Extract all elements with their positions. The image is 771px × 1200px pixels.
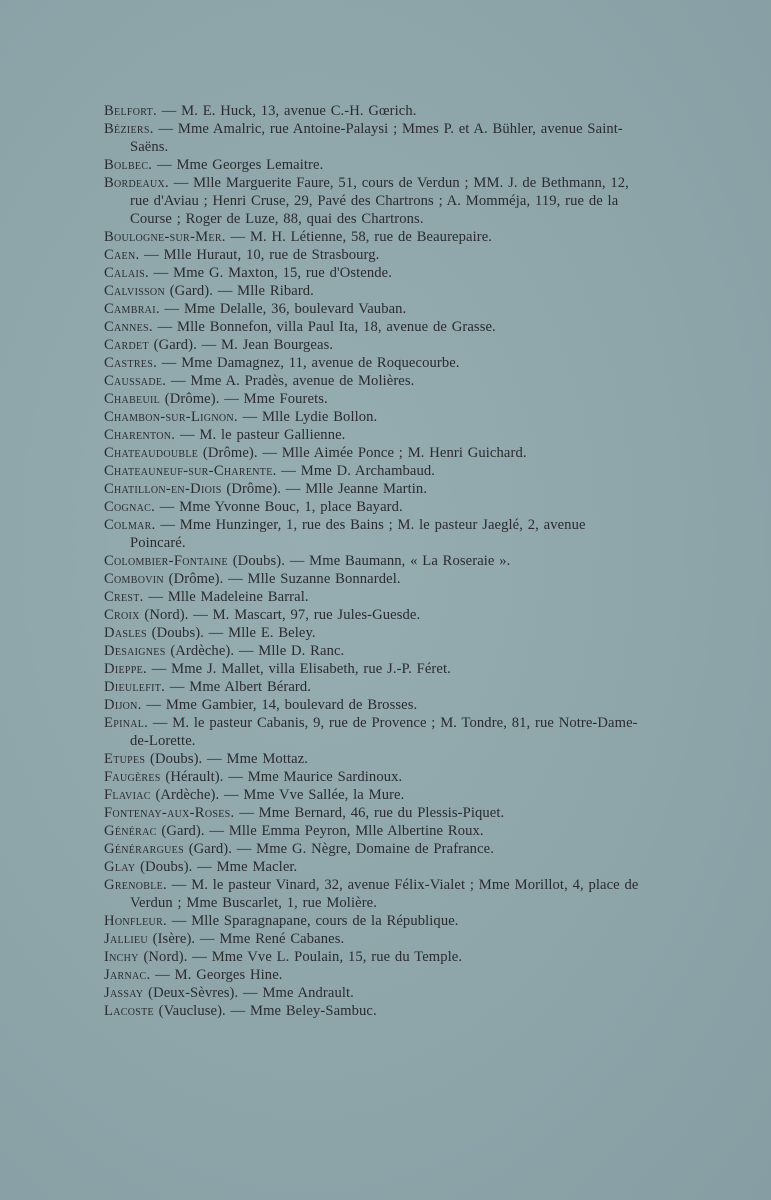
entry-details: — Mme Georges Lemaitre. [152, 157, 324, 173]
place-name: Caen. [104, 247, 140, 263]
entry-details: — Mlle Madeleine Barral. [143, 589, 309, 605]
place-name: Caussade. [104, 373, 167, 389]
entry-details: — M. E. Huck, 13, avenue C.-H. Gœrich. [156, 103, 417, 119]
entry-details: — Mlle Lydie Bollon. [237, 409, 378, 425]
entry-details: — Mlle Sparagnapane, cours de la République. [167, 913, 459, 929]
entry-details: (Deux-Sèvres). — Mme Andrault. [143, 985, 354, 1001]
entry-details: (Gard). — M. Jean Bourgeas. [148, 337, 334, 353]
place-name: Honfleur. [104, 913, 168, 929]
entry-details: (Drôme). — Mlle Suzanne Bonnardel. [163, 571, 401, 587]
entry-details: (Hérault). — Mme Maurice Sardinoux. [160, 769, 403, 785]
directory-entry [104, 714, 639, 750]
entry-details: — Mme G. Maxton, 15, rue d'Ostende. [148, 265, 392, 281]
entry-details: — Mme A. Pradès, avenue de Molières. [166, 373, 415, 389]
entry-details: (Doubs). — Mme Baumann, « La Roseraie ». [227, 553, 511, 569]
directory-entry [104, 930, 639, 948]
place-name: Dieppe. [104, 661, 147, 677]
place-name: Crest. [104, 589, 144, 605]
directory-entry [104, 570, 639, 588]
directory-entry [104, 678, 639, 696]
place-name: Inchy [104, 949, 139, 965]
directory-entry [104, 102, 639, 120]
directory-entry [104, 588, 639, 606]
entry-details: — Mlle Bonnefon, villa Paul Ita, 18, avenue de Grasse. [152, 319, 496, 335]
entry-details: — M. H. Létienne, 58, rue de Beaurepaire. [225, 229, 493, 245]
entry-details: (Doubs). — Mme Macler. [135, 859, 298, 875]
directory-entry [104, 876, 639, 912]
directory-list [104, 102, 639, 1020]
directory-entry [104, 696, 639, 714]
entry-details: (Doubs). — Mme Mottaz. [145, 751, 309, 767]
place-name: Générac [104, 823, 157, 839]
place-name: Béziers. [104, 121, 154, 137]
directory-entry [104, 282, 639, 300]
place-name: Dasles [104, 625, 147, 641]
entry-details: — M. le pasteur Cabanis, 9, rue de Provence ; M. Tondre, 81, rue Notre-Dame-de-Lorette. [130, 715, 638, 749]
directory-entry [104, 408, 639, 426]
place-name: Chatillon-en-Diois [104, 481, 222, 497]
directory-entry [104, 840, 639, 858]
place-name: Chateauneuf-sur-Charente. [104, 463, 277, 479]
place-name: Cognac. [104, 499, 156, 515]
place-name: Colombier-Fontaine [104, 553, 228, 569]
directory-entry [104, 948, 639, 966]
place-name: Faugères [104, 769, 161, 785]
entry-details: (Gard). — Mme G. Nègre, Domaine de Prafrance. [183, 841, 494, 857]
directory-entry [104, 552, 639, 570]
place-name: Croix [104, 607, 140, 623]
directory-entry [104, 858, 639, 876]
place-name: Epinal. [104, 715, 149, 731]
directory-entry [104, 804, 639, 822]
place-name: Chambon-sur-Lignon. [104, 409, 238, 425]
place-name: Dieulefit. [104, 679, 166, 695]
directory-entry [104, 318, 639, 336]
place-name: Bolbec. [104, 157, 153, 173]
place-name: Calais. [104, 265, 149, 281]
directory-entry [104, 1002, 639, 1020]
place-name: Flaviac [104, 787, 151, 803]
entry-details: — Mme Yvonne Bouc, 1, place Bayard. [155, 499, 403, 515]
entry-details: — Mme Hunzinger, 1, rue des Bains ; M. le pasteur Jaeglé, 2, avenue Poincaré. [130, 517, 586, 551]
entry-details: — Mme J. Mallet, villa Elisabeth, rue J.-P. Féret. [146, 661, 451, 677]
directory-entry [104, 426, 639, 444]
directory-entry [104, 156, 639, 174]
place-name: Fontenay-aux-Roses. [104, 805, 235, 821]
place-name: Castres. [104, 355, 158, 371]
entry-details: — M. Georges Hine. [150, 967, 283, 983]
directory-entry [104, 264, 639, 282]
place-name: Grenoble. [104, 877, 167, 893]
directory-entry [104, 750, 639, 768]
entry-details: (Nord). — Mme Vve L. Poulain, 15, rue du Temple. [138, 949, 463, 965]
entry-details: — M. le pasteur Vinard, 32, avenue Félix-Vialet ; Mme Morillot, 4, place de Verdun ; Mme Buscarlet, 1, rue Molière. [130, 877, 639, 911]
entry-details: — Mme Bernard, 46, rue du Plessis-Piquet. [234, 805, 505, 821]
directory-entry [104, 660, 639, 678]
directory-entry [104, 372, 639, 390]
entry-details: (Drôme). — Mme Fourets. [160, 391, 328, 407]
entry-details: (Isère). — Mme René Cabanes. [147, 931, 345, 947]
place-name: Combovin [104, 571, 164, 587]
place-name: Glay [104, 859, 136, 875]
directory-entry [104, 984, 639, 1002]
place-name: Jarnac. [104, 967, 151, 983]
directory-entry [104, 354, 639, 372]
place-name: Générargues [104, 841, 184, 857]
directory-entry [104, 516, 639, 552]
entry-details: — Mme D. Archambaud. [276, 463, 436, 479]
place-name: Chateaudouble [104, 445, 199, 461]
entry-details: — Mlle Huraut, 10, rue de Strasbourg. [139, 247, 380, 263]
place-name: Cardet [104, 337, 149, 353]
entry-details: — Mme Damagnez, 11, avenue de Roquecourbe. [157, 355, 460, 371]
place-name: Desaignes [104, 643, 166, 659]
entry-details: (Nord). — M. Mascart, 97, rue Jules-Guesde. [139, 607, 421, 623]
place-name: Jallieu [104, 931, 148, 947]
directory-entry [104, 336, 639, 354]
place-name: Lacoste [104, 1003, 154, 1019]
place-name: Dijon. [104, 697, 142, 713]
directory-entry [104, 120, 639, 156]
place-name: Charenton. [104, 427, 176, 443]
place-name: Jassay [104, 985, 144, 1001]
entry-details: — Mlle Marguerite Faure, 51, cours de Verdun ; MM. J. de Bethmann, 12, rue d'Aviau ; Henri Cruse, 29, Pavé des Chartrons ; A. Momméja, 119, rue de la Course ; Roger de Luze, 88, quai des Chartrons. [130, 175, 629, 227]
entry-details: (Drôme). — Mlle Aimée Ponce ; M. Henri Guichard. [198, 445, 527, 461]
directory-entry [104, 786, 639, 804]
entry-details: (Gard). — Mlle Ribard. [164, 283, 314, 299]
place-name: Cambrai. [104, 301, 160, 317]
entry-details: — Mme Delalle, 36, boulevard Vauban. [159, 301, 407, 317]
directory-entry [104, 390, 639, 408]
directory-entry [104, 498, 639, 516]
place-name: Bordeaux. [104, 175, 169, 191]
directory-entry [104, 300, 639, 318]
place-name: Chabeuil [104, 391, 161, 407]
directory-entry [104, 174, 639, 228]
entry-details: (Ardèche). — Mlle D. Ranc. [165, 643, 345, 659]
place-name: Etupes [104, 751, 146, 767]
directory-entry [104, 822, 639, 840]
place-name: Cannes. [104, 319, 153, 335]
entry-details: (Drôme). — Mlle Jeanne Martin. [221, 481, 428, 497]
directory-entry [104, 768, 639, 786]
directory-entry [104, 912, 639, 930]
directory-entry [104, 966, 639, 984]
directory-entry [104, 480, 639, 498]
entry-details: — M. le pasteur Gallienne. [175, 427, 346, 443]
directory-entry [104, 642, 639, 660]
place-name: Boulogne-sur-Mer. [104, 229, 226, 245]
entry-details: (Ardèche). — Mme Vve Sallée, la Mure. [150, 787, 405, 803]
entry-details: (Vaucluse). — Mme Beley-Sambuc. [153, 1003, 377, 1019]
entry-details: (Doubs). — Mlle E. Beley. [146, 625, 316, 641]
directory-entry [104, 624, 639, 642]
entry-details: (Gard). — Mlle Emma Peyron, Mlle Albertine Roux. [156, 823, 484, 839]
entry-details: — Mme Gambier, 14, boulevard de Brosses. [141, 697, 418, 713]
place-name: Belfort. [104, 103, 157, 119]
directory-entry [104, 462, 639, 480]
directory-entry [104, 606, 639, 624]
entry-details: — Mme Albert Bérard. [165, 679, 312, 695]
directory-entry [104, 246, 639, 264]
directory-entry [104, 228, 639, 246]
place-name: Calvisson [104, 283, 165, 299]
place-name: Colmar. [104, 517, 156, 533]
entry-details: — Mme Amalric, rue Antoine-Palaysi ; Mmes P. et A. Bühler, avenue Saint-Saëns. [130, 121, 623, 155]
directory-entry [104, 444, 639, 462]
